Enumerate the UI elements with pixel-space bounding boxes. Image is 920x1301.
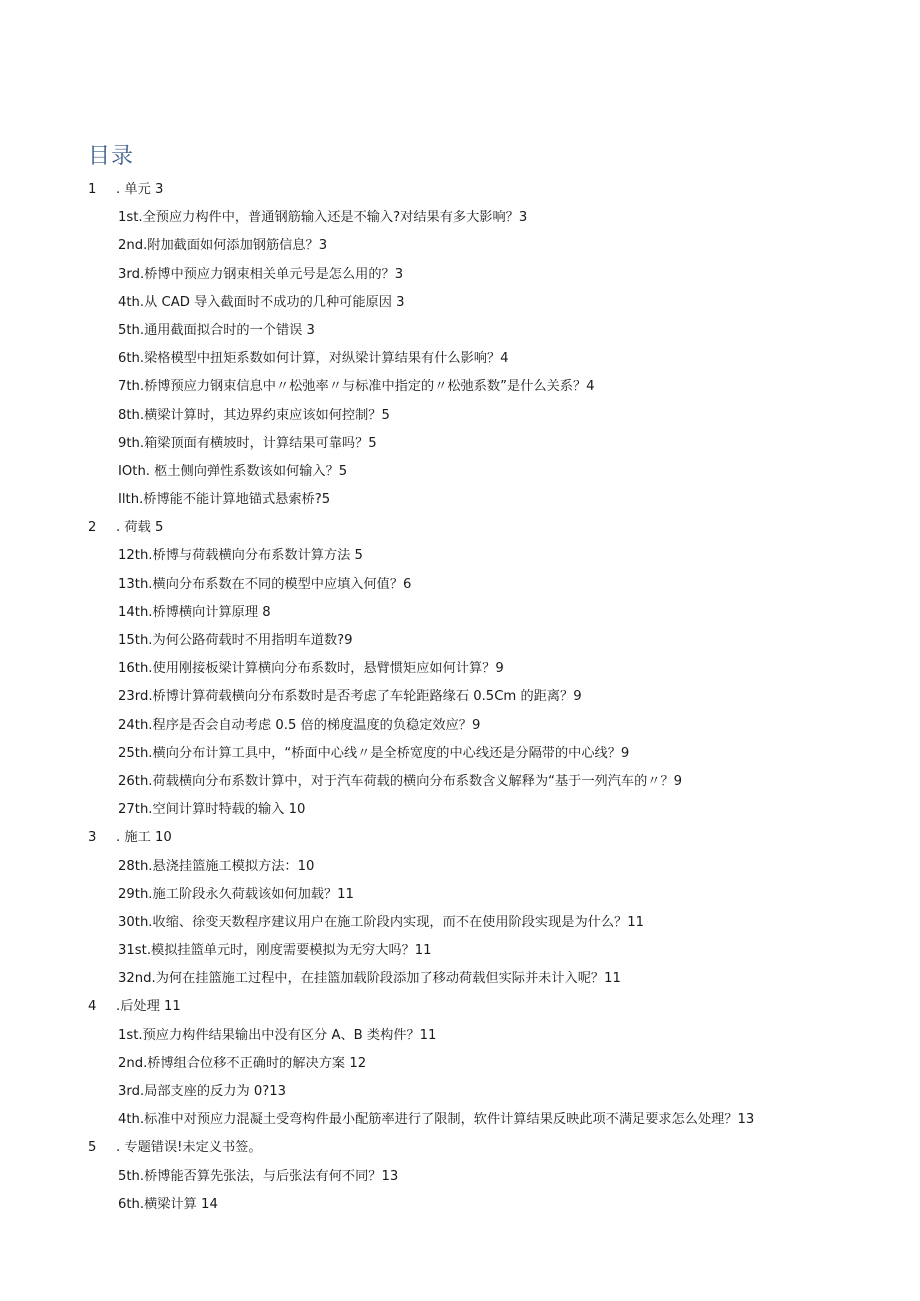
toc-item-entry[interactable]: 9th.箱梁顶面有横坡时，计算结果可靠吗？5 bbox=[118, 435, 377, 451]
toc-item-entry[interactable]: 25th.横向分布计算工具中，“桥面中心线〃是全桥宽度的中心线还是分隔带的中心线？9 bbox=[118, 745, 630, 761]
toc-item-entry[interactable]: 13th.横向分布系数在不同的模型中应填入何值？6 bbox=[118, 576, 412, 592]
toc-section-number: 2 bbox=[88, 520, 97, 536]
toc-section-entry[interactable] bbox=[0, 176, 920, 204]
toc-item-entry[interactable]: IOth. 柩土侧向弹性系数该如何输入？5 bbox=[118, 463, 348, 479]
toc-item-entry[interactable]: 5th.通用截面拟合时的一个错误 3 bbox=[118, 322, 315, 338]
toc-section-entry[interactable] bbox=[0, 514, 920, 542]
toc-section-number: 4 bbox=[88, 999, 97, 1015]
toc-section-text: . 专题错误!未定义书签。 bbox=[116, 1140, 262, 1156]
toc-item-entry[interactable]: 1st.预应力构件结果输出中没有区分 A、B 类构件？11 bbox=[118, 1027, 437, 1043]
toc-item-entry[interactable]: 2nd.附加截面如何添加钢筋信息？3 bbox=[118, 238, 328, 254]
toc-title: 目录 bbox=[88, 144, 135, 169]
toc-item-entry[interactable]: 4th.从 CAD 导入截面时不成功的几种可能原因 3 bbox=[118, 294, 405, 310]
toc-item-entry[interactable]: 6th.横梁计算 14 bbox=[118, 1196, 218, 1212]
toc-item-entry[interactable]: 26th.荷载横向分布系数计算中，对于汽车荷载的横向分布系数含义解释为“基于一列汽车的〃？9 bbox=[118, 773, 683, 789]
toc-section-entry[interactable] bbox=[0, 1134, 920, 1162]
toc-item-entry[interactable]: 12th.桥博与荷载横向分布系数计算方法 5 bbox=[118, 548, 363, 564]
toc-item-entry[interactable]: Ilth.桥博能不能计算地锚式悬索桥?5 bbox=[118, 492, 331, 508]
toc-section-entry[interactable] bbox=[0, 993, 920, 1021]
toc-section-text: . 荷载 5 bbox=[116, 520, 164, 536]
toc-item-entry[interactable]: 7th.桥博预应力钢束信息中〃松弛率〃与标准中指定的〃松弛系数”是什么关系？4 bbox=[118, 379, 595, 395]
toc-section-text: . 施工 10 bbox=[116, 830, 172, 846]
toc-item-entry[interactable]: 3rd.局部支座的反力为 0?13 bbox=[118, 1084, 287, 1099]
toc-item-entry[interactable]: 2nd.桥博组合位移不正确时的解决方案 12 bbox=[118, 1055, 367, 1071]
toc-item-entry[interactable]: 23rd.桥博计算荷载横向分布系数时是否考虑了车轮距路缘石 0.5Cm 的距离？9 bbox=[118, 689, 582, 705]
toc-item-entry[interactable]: 30th.收缩、徐变天数程序建议用户在施工阶段内实现，而不在使用阶段实现是为什么？11 bbox=[118, 914, 645, 930]
toc-item-entry[interactable]: 14th.桥博横向计算原理 8 bbox=[118, 604, 271, 620]
toc-item-entry[interactable]: 1st.全预应力构件中，普通钢筋输入还是不输入?对结果有多大影响？3 bbox=[118, 210, 528, 226]
toc-section-text: .后处理 11 bbox=[116, 999, 181, 1015]
toc-item-entry[interactable]: 31st.模拟挂篮单元时，刚度需要模拟为无穷大吗？11 bbox=[118, 943, 432, 959]
toc-item-entry[interactable]: 16th.使用刚接板梁计算横向分布系数时，悬臂惯矩应如何计算？9 bbox=[118, 661, 504, 677]
toc-section-text: . 单元 3 bbox=[116, 182, 164, 197]
toc-item-entry[interactable]: 27th.空间计算时特载的输入 10 bbox=[118, 802, 306, 818]
toc-section-number: 3 bbox=[88, 830, 97, 846]
toc-section-number: 5 bbox=[88, 1140, 97, 1156]
toc-list bbox=[0, 176, 920, 1219]
toc-item-entry[interactable]: 29th.施工阶段永久荷载该如何加载？11 bbox=[118, 886, 354, 902]
toc-item-entry[interactable]: 24th.程序是否会自动考虑 0.5 倍的梯度温度的负稳定效应？9 bbox=[118, 717, 481, 733]
toc-item-entry[interactable]: 8th.横梁计算时，其边界约束应该如何控制？5 bbox=[118, 407, 390, 423]
toc-item-entry[interactable]: 32nd.为何在挂篮施工过程中，在挂篮加载阶段添加了移动荷载但实际并未计入呢？11 bbox=[118, 971, 621, 987]
toc-item-entry[interactable]: 6th.梁格模型中扭矩系数如何计算，对纵梁计算结果有什么影响？4 bbox=[118, 351, 509, 367]
toc-item-entry[interactable]: 28th.悬浇挂篮施工模拟方法：10 bbox=[118, 858, 315, 874]
toc-item-entry[interactable]: 4th.标准中对预应力混凝土受弯构件最小配筋率进行了限制，软件计算结果反映此项不满足要求怎么处理？13 bbox=[118, 1112, 755, 1128]
toc-item-entry[interactable]: 5th.桥博能否算先张法，与后张法有何不同？13 bbox=[118, 1168, 399, 1184]
toc-item-entry[interactable]: 15th.为何公路荷载时不用指明车道数?9 bbox=[118, 633, 353, 648]
toc-section-entry[interactable] bbox=[0, 824, 920, 852]
toc-item-entry[interactable]: 3rd.桥博中预应力钢束相关单元号是怎么用的？3 bbox=[118, 266, 404, 282]
toc-section-number: 1 bbox=[88, 182, 97, 197]
